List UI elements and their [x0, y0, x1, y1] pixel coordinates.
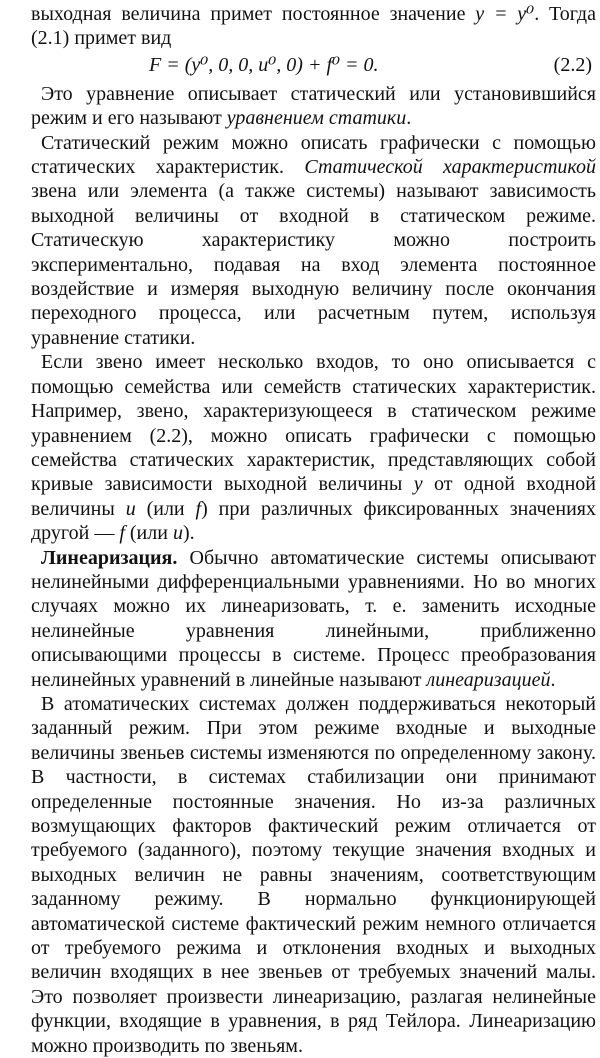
paragraph-operating-mode	[31, 692, 596, 1058]
text-run: (или	[124, 522, 173, 545]
text-run: ) при различных фиксированных значениях другой —	[31, 497, 596, 545]
paragraph-continuation	[31, 2, 596, 51]
paragraph-statics-equation	[31, 82, 596, 131]
text-run: Это уравнение описывает статический или установившийся режим и его называют	[31, 82, 596, 130]
inline-math: u	[125, 497, 136, 520]
inline-math: y = y⁰	[475, 3, 535, 25]
inline-math: f	[195, 497, 202, 520]
text-run: ).	[182, 522, 195, 545]
italic-term: линеаризацией	[426, 668, 551, 691]
inline-math: f	[119, 522, 125, 545]
text-run: .	[406, 107, 412, 130]
paragraph-multiple-inputs	[31, 350, 596, 545]
text-run: Статический режим можно описать графически с помощью статических характеристик.	[31, 131, 596, 179]
formula-2-2	[31, 51, 596, 80]
text-run: звена или элемента (а также системы) называют зависимость выходной величины от входной в статическом режиме. Статическую характеристику можно построить экспериментально, подавая на вход элемента постоянное воздействие и измеряя выходную величину после окончания переходного процесса, или расчетным путем, используя уравнение статики.	[31, 180, 596, 349]
formula-expression: F = (y⁰, 0, 0, u⁰, 0) + f⁰ = 0.	[149, 53, 379, 76]
text-run: от одной входной величины	[31, 473, 597, 520]
text-run: Обычно автоматические системы описывают нелинейными дифференциальными уравнениями. Но во многих случаях можно их линеаризовать, т. е. заменить исходные нелинейные уравнения линейными, приближенно описывающими процессы в системе. Процесс преобразования нелинейных уравнений в линейные называют	[31, 546, 596, 691]
section-heading: Линеаризация.	[41, 546, 178, 569]
italic-term: уравнением статики	[226, 107, 407, 130]
text-run: Если звено имеет несколько входов, то оно описывается с помощью семейства или семейств статических характеристик. Например, звено, характеризующееся в статическом режиме уравнением (2.2), можно описать графически с помощью семейства статических характеристик, представляющих собой кривые зависимости выходной величины	[31, 351, 596, 496]
paragraph-linearization	[31, 546, 596, 692]
formula-number: (2.2)	[553, 53, 592, 76]
text-run: (или	[135, 497, 196, 520]
text-run: .	[550, 668, 556, 691]
text-run: В атоматических системах должен поддерживаться некоторый заданный режим. При этом режиме входные и выходные величины звеньев системы изменяются по определенному закону. В частности, в системах стабилизации они принимают определенные постоянные значения. Но из-за различных возмущающих факторов фактический режим отличается от требуемого (заданного), поэтому текущие значения входных и выходных величин не равны значениям, соответствующим заданному режиму. В нормально функционирующей автоматической системе фактический режим немного отличается от требуемого режима и отклонения входных и выходных величин входящих в нее звеньев от требуемых значений малы. Это позволяет произвести линеаризацию, разлагая нелинейные функции, входящие в уравнения, в ряд Тейлора. Линеаризацию можно производить по звеньям.	[31, 692, 596, 1057]
italic-term: Статической характеристикой	[304, 156, 596, 179]
book-page	[0, 2, 600, 1057]
inline-math: y	[413, 473, 423, 496]
paragraph-static-characteristic	[31, 131, 596, 351]
text-run: выходная величина примет постоянное значение	[31, 3, 476, 25]
text-run: . Тогда (2.1) примет вид	[31, 3, 596, 50]
inline-math: u	[172, 522, 183, 545]
